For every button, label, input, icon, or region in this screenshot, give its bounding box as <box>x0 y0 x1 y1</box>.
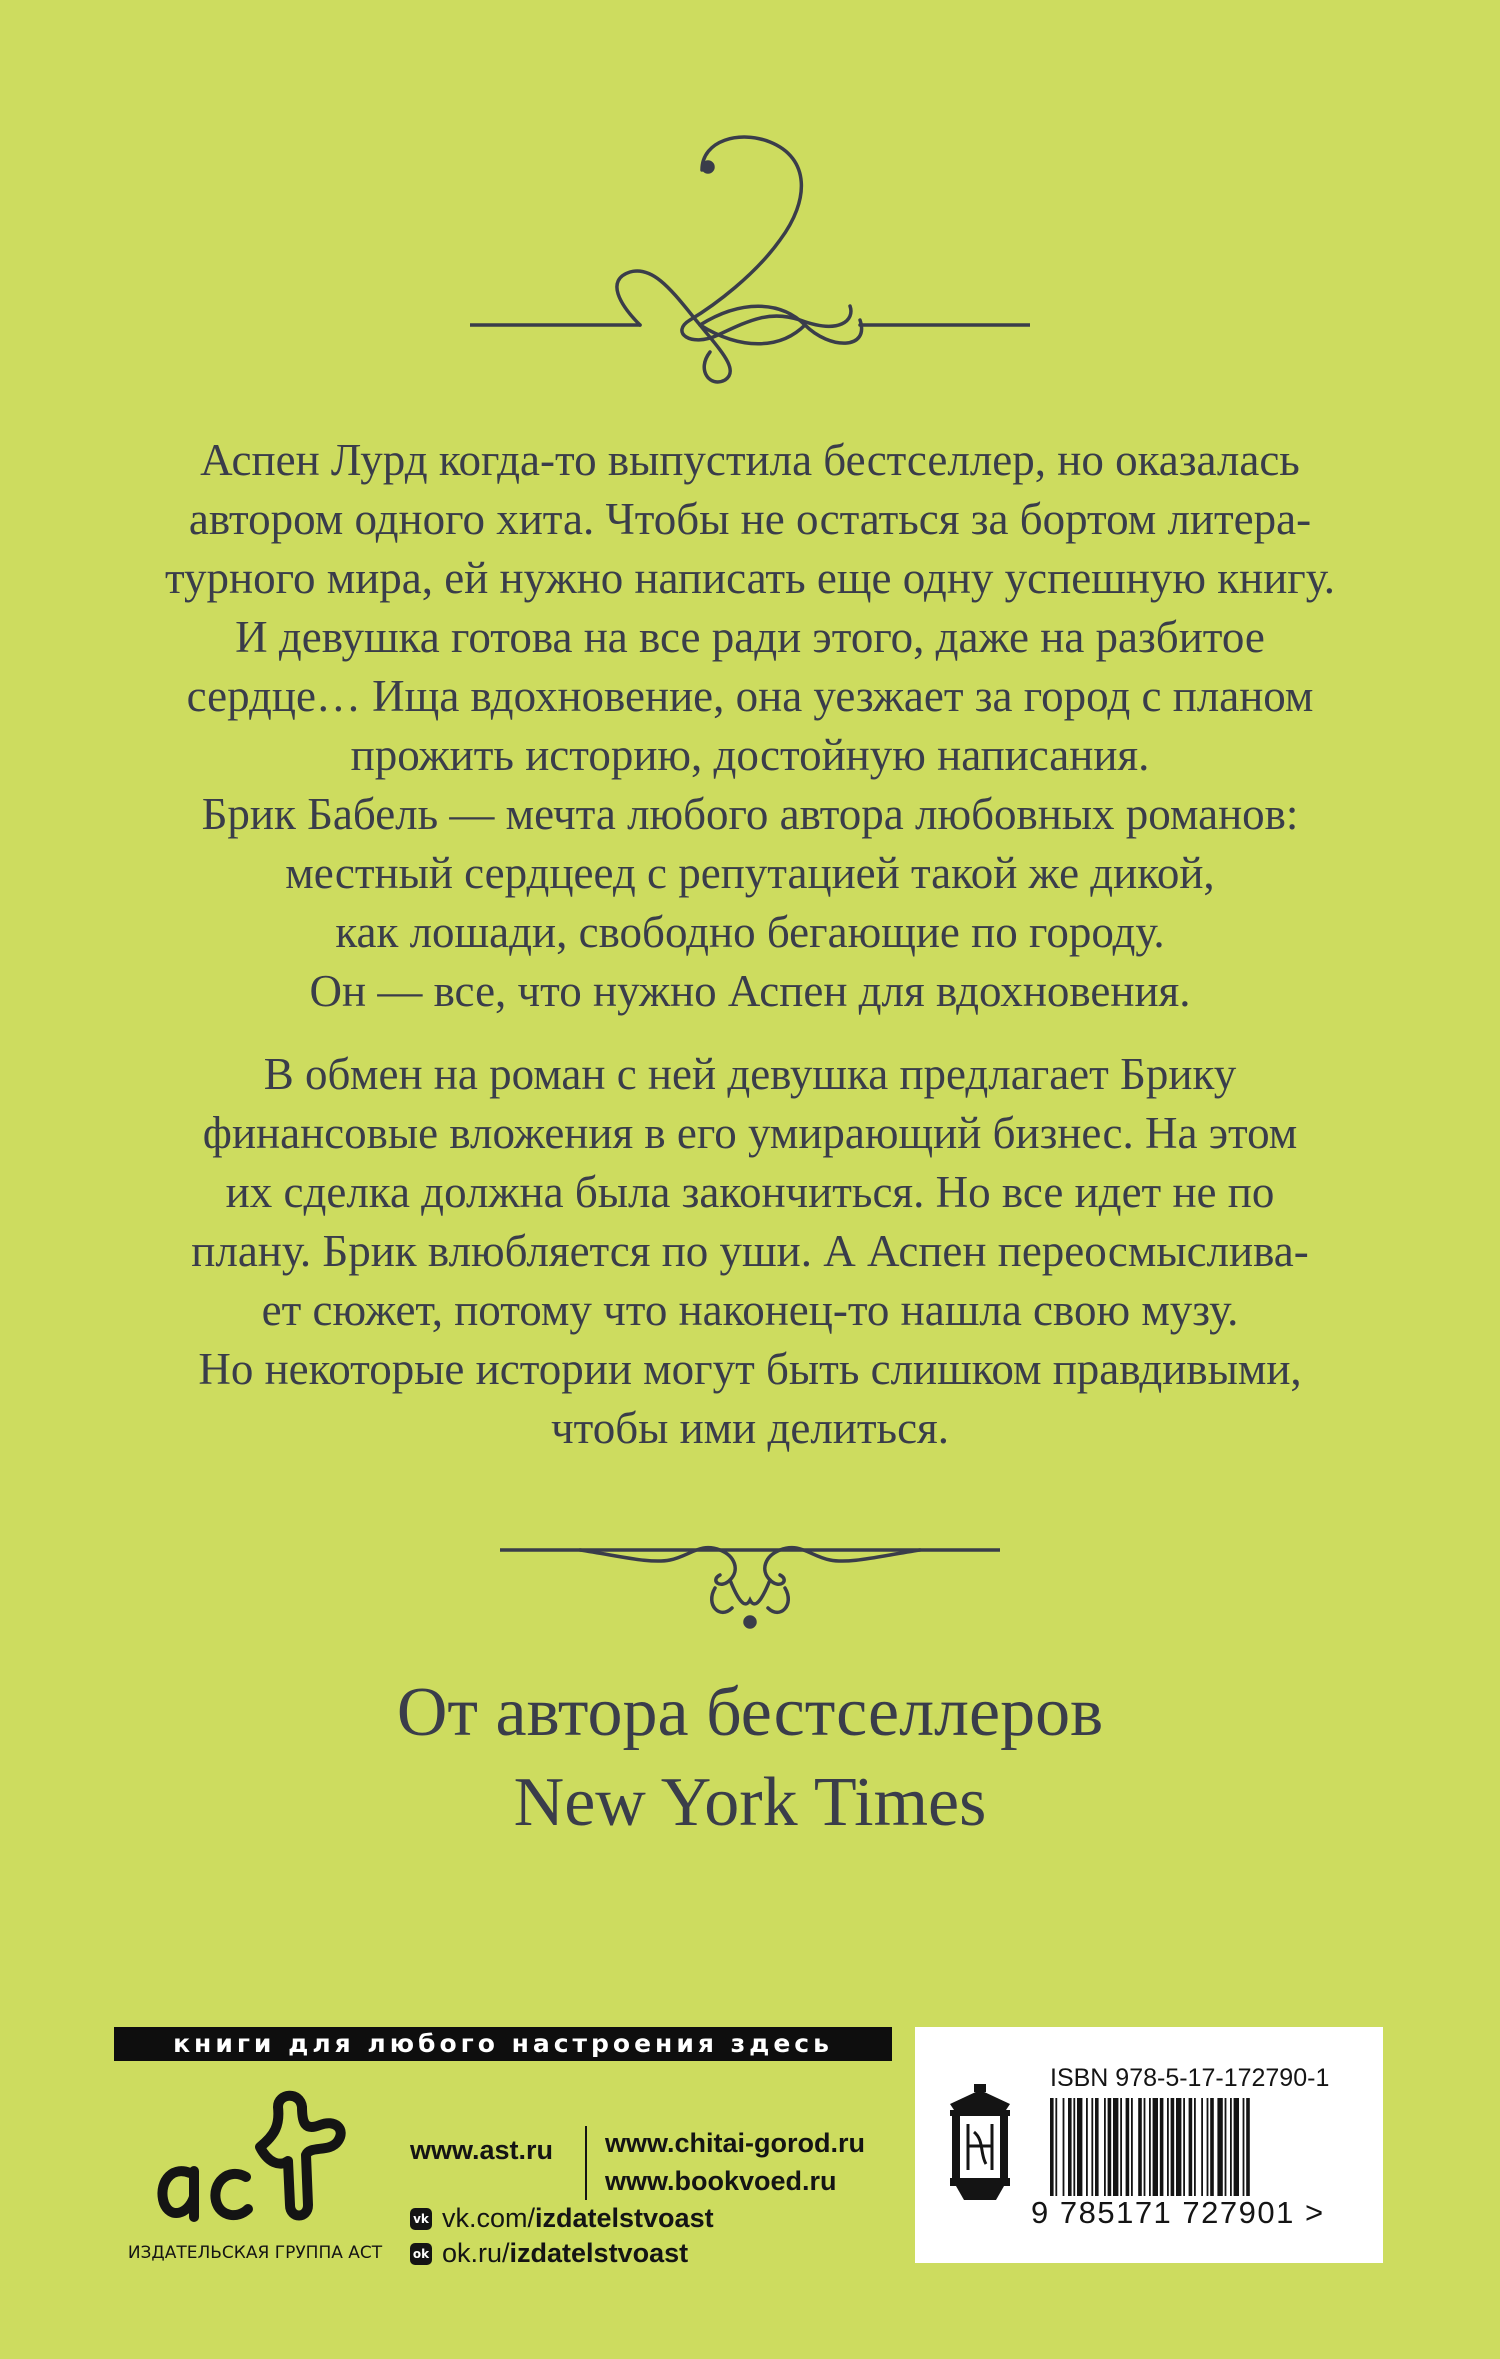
links-divider <box>585 2126 587 2200</box>
blurb-line: ет сюжет, потому что наконец-то нашла свою музу. <box>261 1285 1239 1335</box>
ok-handle: izdatelstvoast <box>509 2238 689 2268</box>
ok-prefix: ok.ru/ <box>442 2238 510 2268</box>
blurb-line: автором одного хита. Чтобы не остаться за бортом литера- <box>188 494 1312 544</box>
blurb-line: Аспен Лурд когда-то выпустила бестселлер, но оказалась <box>200 435 1300 485</box>
blurb-line: как лошади, свободно бегающие по городу. <box>335 907 1165 957</box>
isbn-label: ISBN 978-5-17-172790-1 <box>1050 2064 1330 2092</box>
vk-handle: izdatelstvoast <box>535 2203 714 2233</box>
publisher-slogan: книги для любого настроения здесь <box>114 2027 892 2061</box>
blurb-line: Он — все, что нужно Аспен для вдохновения. <box>309 966 1191 1016</box>
chitai-gorod-link[interactable]: www.chitai-gorod.ru <box>605 2128 865 2158</box>
top-ornament <box>0 130 1500 390</box>
blurb-line: И девушка готова на все ради этого, даже на разбитое <box>235 612 1265 662</box>
blurb-paragraph-1 <box>100 431 1400 1021</box>
blurb-line: плану. Брик влюбляется по уши. А Аспен переосмыслива- <box>191 1226 1309 1276</box>
publisher-links <box>410 2131 553 2169</box>
tagline-line-2: New York Times <box>513 1764 987 1841</box>
vk-prefix: vk.com/ <box>442 2203 536 2233</box>
barcode <box>1050 2098 1350 2196</box>
blurb-line: В обмен на роман с ней девушка предлагает Брику <box>263 1049 1237 1099</box>
blurb-line: местный сердцеед с репутацией такой же дикой, <box>285 848 1215 898</box>
blurb-line: Но некоторые истории могут быть слишком правдивыми, <box>198 1344 1302 1394</box>
blurb-line: сердце… Ища вдохновение, она уезжает за город с планом <box>186 671 1314 721</box>
ast-site-link[interactable]: www.ast.ru <box>410 2135 554 2165</box>
ok-social-row <box>410 2238 688 2269</box>
blurb-line: чтобы ими делиться. <box>551 1403 949 1453</box>
tagline <box>0 1668 1500 1848</box>
vk-icon: vk <box>410 2208 432 2230</box>
barcode-digits: 9 785171 727901 > <box>1031 2195 1325 2230</box>
vk-link[interactable] <box>442 2203 714 2234</box>
blurb-line: финансовые вложения в его умирающий бизнес. На этом <box>202 1108 1298 1158</box>
vk-social-row <box>410 2203 714 2234</box>
bookvoed-link[interactable]: www.bookvoed.ru <box>605 2166 837 2196</box>
ok-icon: ok <box>410 2243 432 2265</box>
tagline-line-1: От автора бестселлеров <box>396 1674 1104 1751</box>
blurb-line: турного мира, ей нужно написать еще одну успешную книгу. <box>164 553 1336 603</box>
middle-ornament <box>0 1530 1500 1630</box>
blurb-line: Брик Бабель — мечта любого автора любовных романов: <box>201 789 1299 839</box>
blurb-line: прожить историю, достойную написания. <box>350 730 1150 780</box>
blurb-line: их сделка должна была закончиться. Но все идет не по <box>225 1167 1275 1217</box>
lantern-icon <box>940 2084 1020 2202</box>
blurb-paragraph-2 <box>100 1045 1400 1458</box>
publisher-caption: ИЗДАТЕЛЬСКАЯ ГРУППА АСТ <box>127 2243 383 2263</box>
partner-links <box>605 2124 865 2200</box>
ok-link[interactable] <box>442 2238 688 2269</box>
ast-logo <box>150 2085 350 2230</box>
